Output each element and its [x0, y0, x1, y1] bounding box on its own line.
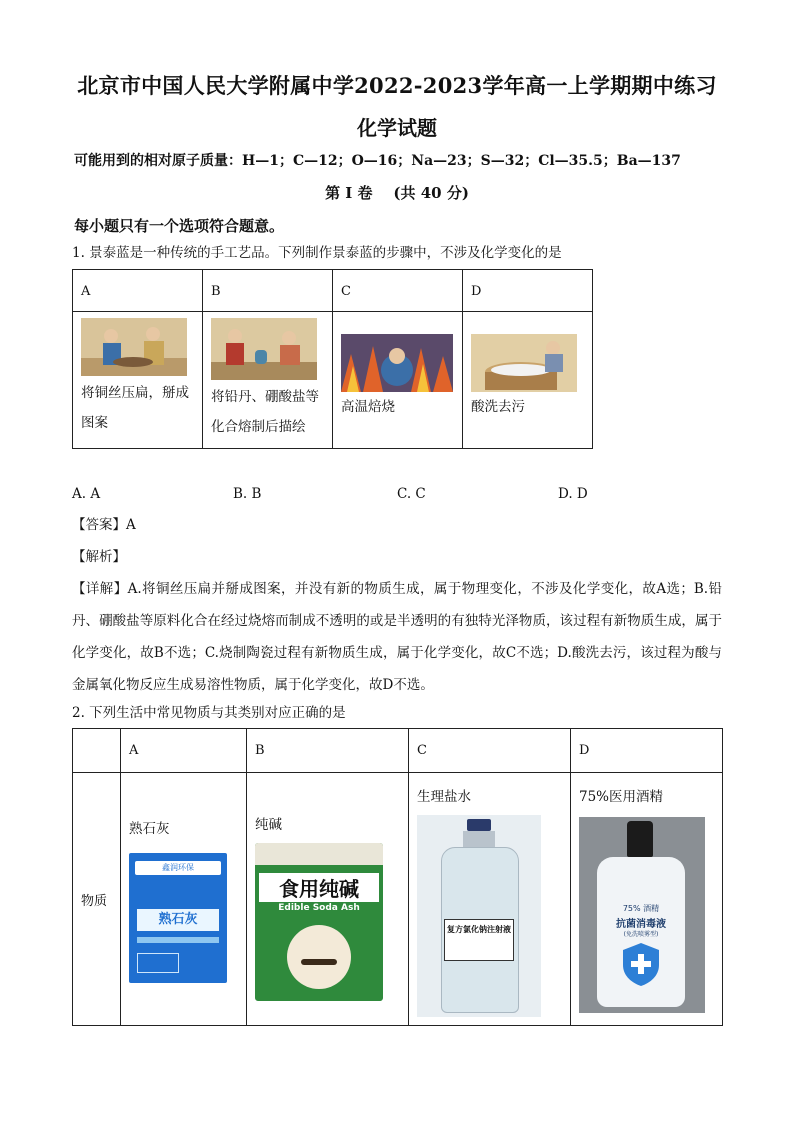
- q1-stem: 1. 景泰蓝是一种传统的手工艺品。下列制作景泰蓝的步骤中，不涉及化学变化的是: [72, 245, 562, 261]
- q2-item-d: 75%医用酒精: [579, 789, 664, 805]
- illustration-firing: [341, 334, 453, 392]
- q2-item-b: 纯碱: [255, 817, 282, 833]
- illustration-acid-wash: [471, 334, 577, 392]
- q1-header-d: D: [463, 270, 593, 312]
- soda-ash-package: 食用纯碱 Edible Soda Ash: [255, 843, 383, 1001]
- q1-detail: 【详解】A.将铜丝压扁并掰成图案，并没有新的物质生成，属于物理变化，不涉及化学变化，故A选；B.铅丹、硼酸盐等原料化合在经过烧熔而制成不透明的或是半透明的有独特光泽物质，该过程有新物质生成，属于化学变化，故B不选；C.烧制陶瓷过程有新物质生成，属于化学变化，故C不选；D.酸洗去污，该过程为酸与金属氧化物反应生成易溶性物质，属于化学变化，故D不选。: [72, 581, 722, 693]
- q1-cell-d: [463, 312, 593, 449]
- q1-option-c: C. C: [397, 486, 426, 502]
- q1-answer: 【答案】A: [72, 517, 136, 533]
- q1-header-b: B: [203, 270, 333, 312]
- q1-header-c: C: [333, 270, 463, 312]
- q1-option-b: B. B: [233, 486, 262, 502]
- q1-caption-c: 高温焙烧: [341, 399, 395, 415]
- q2-header-blank: [73, 729, 121, 773]
- q1-caption-d: 酸洗去污: [471, 399, 525, 415]
- q1-analysis-label: 【解析】: [72, 549, 126, 565]
- q1-caption-b: 将铅丹、硼酸盐等 化合熔制后描绘: [211, 389, 319, 435]
- q2-cell-d: [571, 773, 723, 1026]
- document-title: 北京市中国人民大学附属中学2022-2023学年高一上学期期中练习: [77, 73, 717, 98]
- volume-heading: 第 I 卷 (共 40 分): [325, 184, 469, 202]
- atomic-masses: 可能用到的相对原子质量：H—1；C—12；O—16；Na—23；S—32；Cl—35.5；Ba—137: [74, 153, 681, 169]
- q2-cell-c: [409, 773, 571, 1026]
- q2-stem: 2. 下列生活中常见物质与其类别对应正确的是: [72, 705, 346, 721]
- q1-caption-a: 将铜丝压扁，掰成 图案: [81, 385, 189, 431]
- q2-cell-b: [247, 773, 409, 1026]
- q1-cell-a: [73, 312, 203, 449]
- q2-header-d: D: [571, 729, 723, 773]
- q2-header-c: C: [409, 729, 571, 773]
- q1-cell-c: [333, 312, 463, 449]
- q2-item-c: 生理盐水: [417, 789, 471, 805]
- q2-row-label: 物质: [73, 773, 121, 1026]
- alcohol-spray-bottle: 75% 酒精 抗菌消毒液 (免洗喷雾型): [579, 817, 705, 1013]
- document-subtitle: 化学试题: [357, 116, 437, 140]
- slaked-lime-package: 鑫润环保 熟石灰: [129, 853, 227, 983]
- q1-cell-b: [203, 312, 333, 449]
- q1-table: [72, 269, 593, 449]
- saline-bottle: 复方氯化钠注射液: [417, 815, 541, 1017]
- q2-header-b: B: [247, 729, 409, 773]
- q1-header-a: A: [73, 270, 203, 312]
- q1-option-d: D. D: [558, 486, 588, 502]
- illustration-painting-enamel: [211, 318, 317, 380]
- q2-table: [72, 728, 723, 1026]
- shield-icon: [621, 941, 661, 987]
- instruction: 每小题只有一个选项符合题意。: [74, 217, 285, 235]
- q2-cell-a: [121, 773, 247, 1026]
- illustration-pressing-copper: [81, 318, 187, 376]
- q2-header-a: A: [121, 729, 247, 773]
- q1-option-a: A. A: [72, 486, 101, 502]
- q2-item-a: 熟石灰: [129, 821, 170, 837]
